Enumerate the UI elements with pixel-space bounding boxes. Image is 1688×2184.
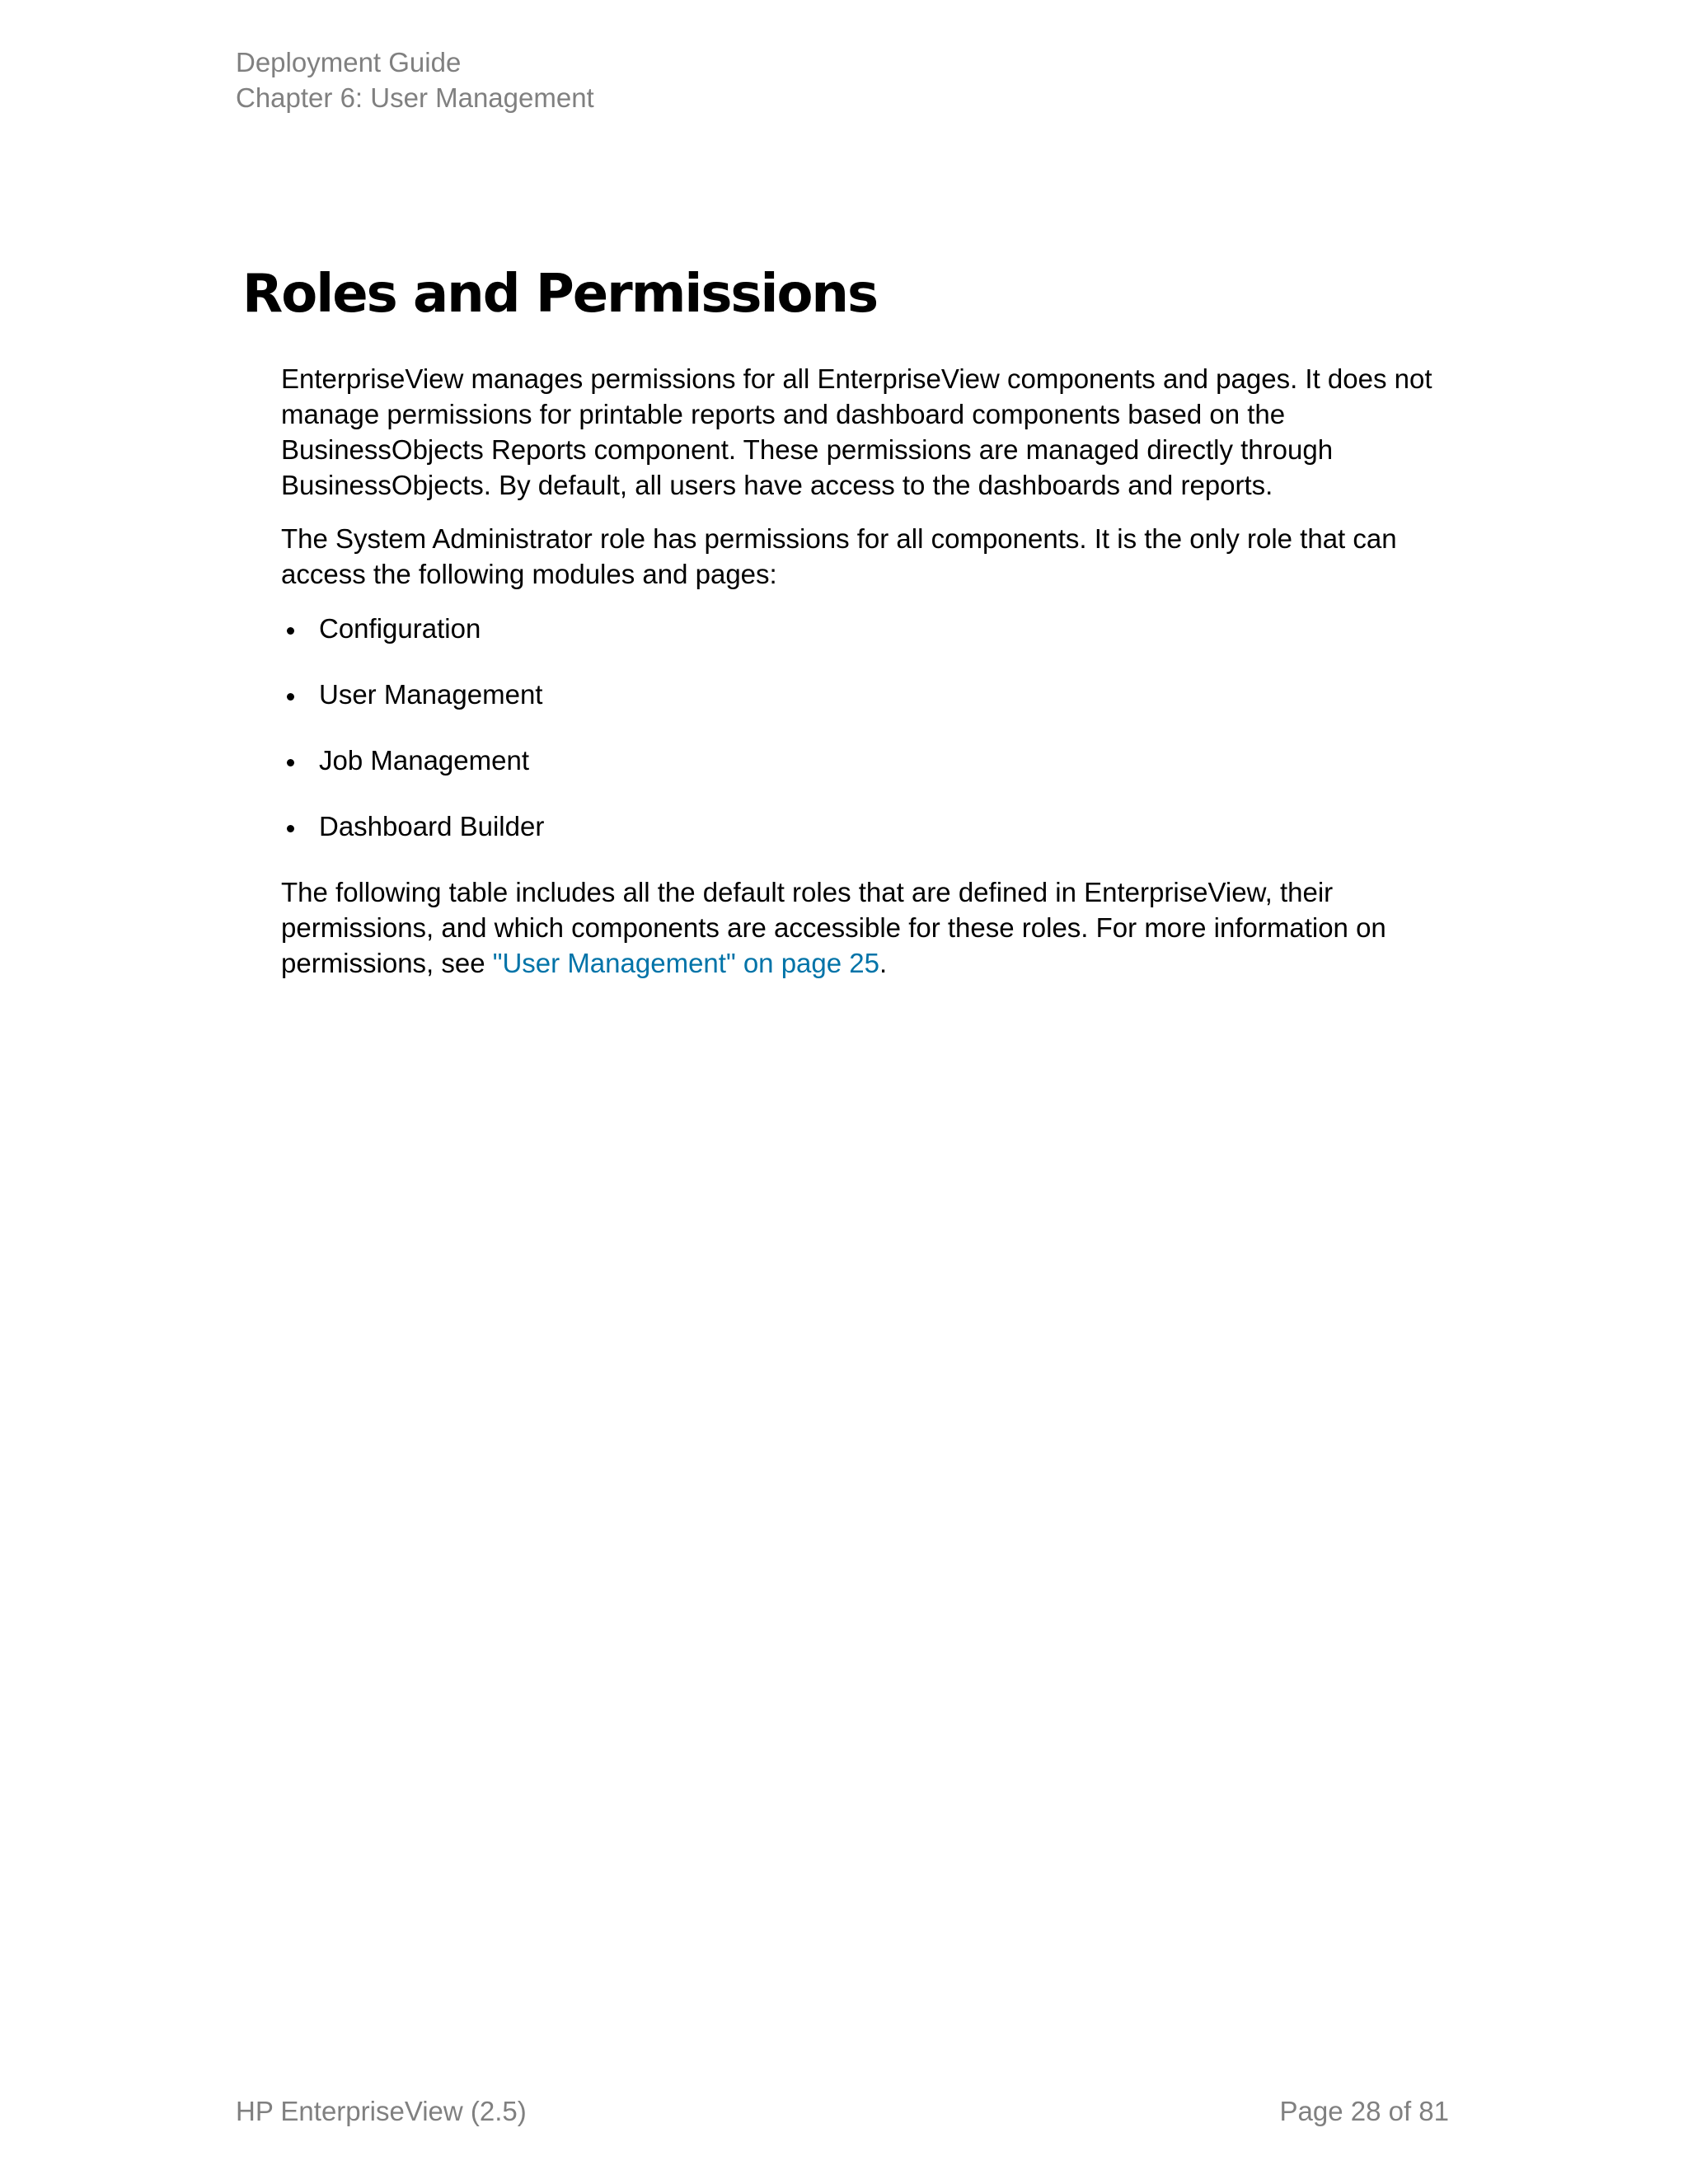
- document-title: Deployment Guide: [236, 47, 462, 77]
- list-item: [281, 677, 1435, 712]
- admin-role-paragraph: The System Administrator role has permissions for all components. It is the only role that can access the following modules and pages:: [281, 523, 1397, 589]
- section-body: [281, 361, 1435, 981]
- table-intro-trailing: .: [879, 948, 888, 978]
- footer-page-number: Page 28 of 81: [1279, 2096, 1449, 2126]
- modules-list: [281, 611, 1435, 844]
- bullet-icon: [287, 627, 294, 635]
- bullet-icon: [287, 825, 294, 832]
- list-item: [281, 743, 1435, 778]
- intro-paragraph: EnterpriseView manages permissions for all EnterpriseView components and pages. It does not manage permissions for printable reports and dashboard components based on the BusinessObjects Reports component. These permissions are managed directly through BusinessObjects. By default, all users have access to the dashboards and reports.: [281, 363, 1432, 500]
- list-item-label: Configuration: [319, 613, 481, 644]
- list-item-label: Job Management: [319, 745, 529, 776]
- bullet-icon: [287, 693, 294, 701]
- list-item-label: User Management: [319, 679, 543, 710]
- list-item: [281, 611, 1435, 646]
- chapter-title: Chapter 6: User Management: [236, 82, 594, 113]
- table-intro-text: The following table includes all the default roles that are defined in EnterpriseView, their permissions, and which components are accessible for these roles. For more information on permissions, see: [281, 877, 1386, 978]
- bullet-icon: [287, 759, 294, 766]
- list-item: [281, 808, 1435, 844]
- section-heading: Roles and Permissions: [242, 264, 878, 325]
- list-item-label: Dashboard Builder: [319, 811, 545, 841]
- table-intro-paragraph: [281, 874, 1435, 981]
- running-header: [236, 45, 594, 115]
- user-management-link[interactable]: "User Management" on page 25: [492, 948, 879, 978]
- footer-product: HP EnterpriseView (2.5): [236, 2096, 527, 2126]
